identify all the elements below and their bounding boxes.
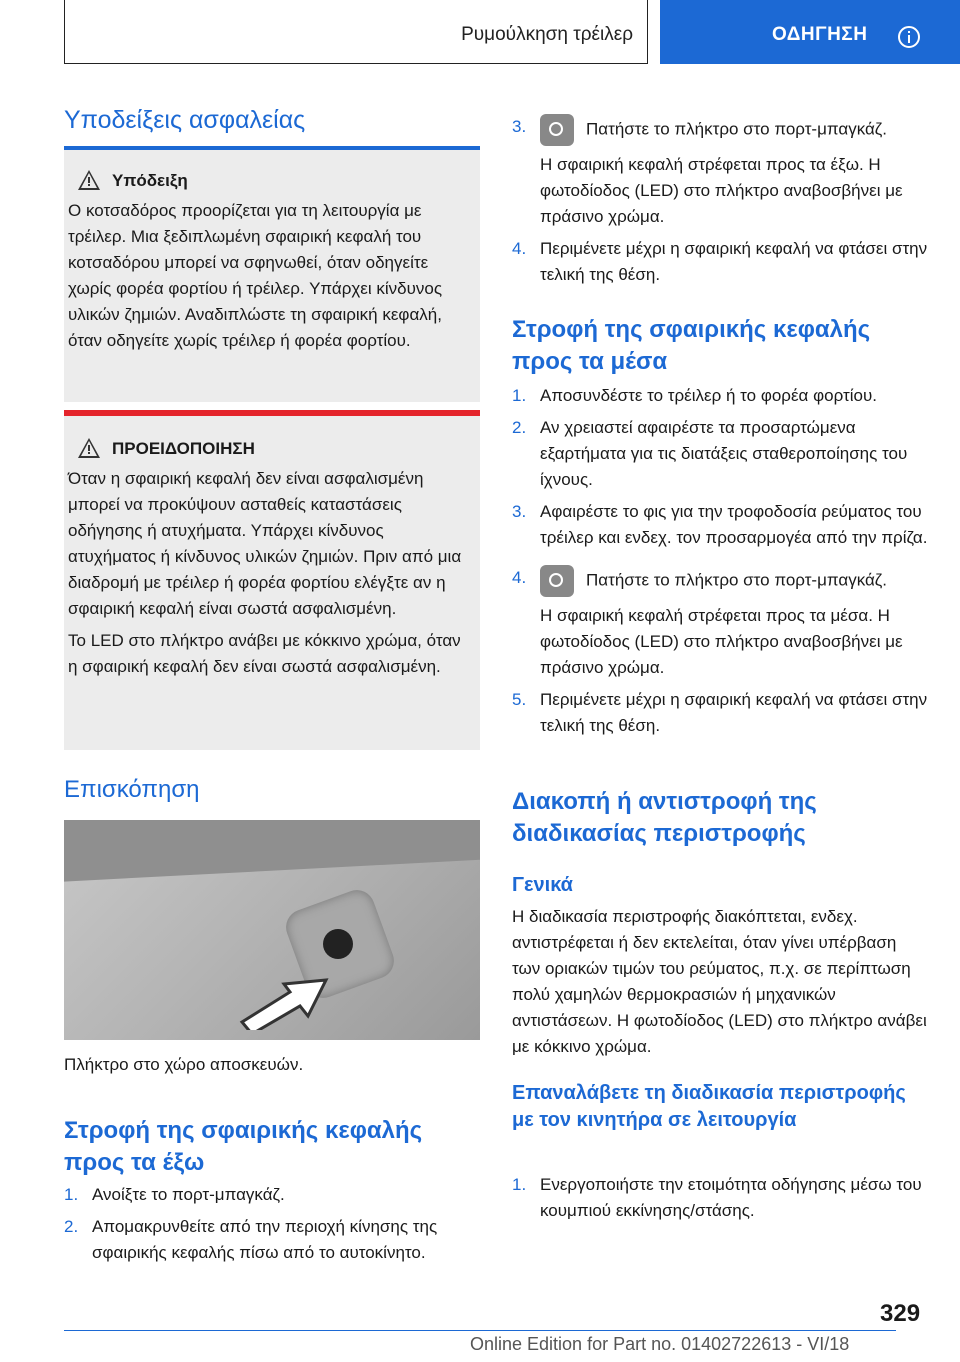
footer-rule — [64, 1330, 896, 1331]
list-item: 4. Περιμένετε μέχρι η σφαιρική κεφαλή να φτάσει στην τελική της θέση. — [512, 239, 928, 284]
warning-text-2: Το LED στο πλήκτρο ανάβει με κόκκινο χρώμα, όταν η σφαιρική κεφαλή δεν είναι σωστά ασφαλισμένη. — [68, 631, 461, 676]
note-title: Υπόδειξη — [112, 171, 188, 190]
overview-title: Επισκόπηση — [64, 776, 200, 803]
list-item: 2. Απομακρυνθείτε από την περιοχή κίνησης της σφαιρικής κεφαλής πίσω από το αυτοκίνητο. — [64, 1217, 438, 1262]
warning-triangle-icon — [78, 438, 100, 458]
info-icon — [898, 26, 920, 48]
header-chapter-title: ΟΔΗΓΗΣΗ — [772, 24, 868, 45]
warning-heading — [68, 438, 474, 460]
fold-in-title: Στροφή της σφαιρικής κεφαλής προς τα μέσα — [512, 316, 871, 375]
list-item: 4. Πατήστε το πλήκτρο στο πορτ-μπαγκάζ. Η σφαιρική κεφαλή στρέφεται προς τα μέσα. Η φωτοδίοδος (LED) στο πλήκτρο αναβοσβήνει με πράσινο χρώμα. — [512, 565, 928, 681]
hitch-button-icon — [540, 565, 574, 597]
list-item: 1. Ενεργοποιήστε την ετοιμότητα οδήγησης μέσω του κουμπιού εκκίνησης/στάσης. — [512, 1175, 922, 1220]
note-box — [64, 150, 480, 402]
hitch-button-icon — [540, 114, 574, 146]
list-item: 1. Ανοίξτε το πορτ-μπαγκάζ. — [64, 1185, 285, 1204]
list-item: 5. Περιμένετε μέχρι η σφαιρική κεφαλή να φτάσει στην τελική της θέση. — [512, 690, 928, 735]
header-section-box — [64, 0, 648, 64]
general-text: Η διαδικασία περιστροφής διακόπτεται, ενδεχ. αντιστρέφεται ή δεν εκτελείται, όταν γίνει υπέρβαση των οριακών τιμών του ρεύματος, π.χ. σε περίπτωση πολύ χαμηλών θερμοκρασιών ή μηχανικών αντιστάσεων. Η φωτοδίοδος (LED) στο πλήκτρο ανάβει με κόκκινο χρώμα. — [512, 907, 927, 1056]
page-number: 329 — [880, 1300, 921, 1327]
hitch-button-icon — [323, 929, 353, 959]
warning-title: ΠΡΟΕΙΔΟΠΟΙΗΣΗ — [112, 439, 255, 458]
safety-title: Υποδείξεις ασφαλείας — [64, 106, 306, 134]
general-title: Γενικά — [512, 874, 573, 896]
warning-triangle-icon — [78, 170, 100, 190]
list-item: 2. Αν χρειαστεί αφαιρέστε τα προσαρτώμενα εξαρτήματα για τις διατάξεις σταθεροποίησης του ίχνους. — [512, 418, 908, 489]
photo-caption: Πλήκτρο στο χώρο αποσκευών. — [64, 1055, 304, 1074]
trunk-button-photo — [64, 820, 480, 1040]
pointer-arrow-icon — [234, 970, 334, 1030]
list-item: 1. Αποσυνδέστε το τρέιλερ ή το φορέα φορτίου. — [512, 386, 877, 405]
header-section-title: Ρυμούλκηση τρέιλερ — [461, 24, 633, 45]
header-chapter-tab[interactable] — [660, 0, 960, 64]
list-item: 3. Πατήστε το πλήκτρο στο πορτ-μπαγκάζ. Η σφαιρική κεφαλή στρέφεται προς τα έξω. Η φωτοδίοδος (LED) στο πλήκτρο αναβοσβήνει με πράσινο χρώμα. — [512, 114, 928, 230]
list-item: 3. Αφαιρέστε το φις για την τροφοδοσία ρεύματος του τρέιλερ και ενδεχ. τον προσαρμογέα από την πρίζα. — [512, 502, 928, 547]
repeat-title: Επαναλάβετε τη διαδικασία περιστροφής με τον κινητήρα σε λειτουργία — [512, 1082, 906, 1131]
warning-text-1: Όταν η σφαιρική κεφαλή δεν είναι ασφαλισμένη μπορεί να προκύψουν ασταθείς καταστάσεις οδήγησης ή ατυχήματα. Υπάρχει κίνδυνος ατυχήματος ή κίνδυνος υλικών ζημιών. Πριν από μια διαδρομή με τρέιλερ ή φορέα φορτίου ελέγξτε αν η σφαιρική κεφαλή είναι σωστά ασφαλισμένη. — [68, 469, 462, 618]
edition-footer: Online Edition for Part no. 01402722613 - VI/18 — [470, 1334, 850, 1354]
note-heading — [68, 170, 474, 192]
fold-out-title: Στροφή της σφαιρικής κεφαλής προς τα έξω — [64, 1117, 423, 1176]
warning-box — [64, 416, 480, 750]
stop-title: Διακοπή ή αντιστροφή της διαδικασίας περιστροφής — [512, 788, 817, 847]
note-text: Ο κοτσαδόρος προορίζεται για τη λειτουργία με τρέιλερ. Μια ξεδιπλωμένη σφαιρική κεφαλή του κοτσαδόρου μπορεί να σφηνωθεί, όταν οδηγείτε χωρίς φορέα φορτίου ή τρέιλερ. Υπάρχει κίνδυνος υλικών ζημιών. Αναδιπλώστε τη σφαιρική κεφαλή, όταν οδηγείτε χωρίς τρέιλερ ή φορέα φορτίου. — [68, 201, 443, 350]
